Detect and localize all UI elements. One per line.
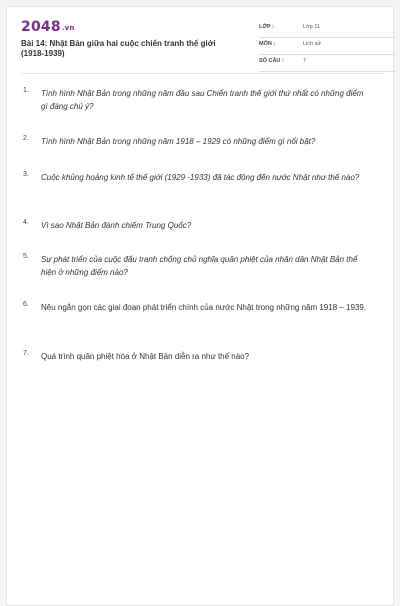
site-logo[interactable] — [21, 19, 75, 35]
worksheet-meta — [259, 21, 395, 72]
question-text: Nêu ngắn gọn các giai đoạn phát triển chính của nước Nhật trong những năm 1918 – 1939. — [41, 303, 367, 312]
question-number: 5. — [23, 253, 29, 260]
lesson-title: Bài 14: Nhật Bản giữa hai cuộc chiến tranh thế giới (1918-1939) — [21, 39, 216, 58]
question-number: 3. — [23, 171, 29, 178]
question-text: Sự phát triển của cuộc đấu tranh chống chủ nghĩa quân phiệt của nhân dân Nhật Bản thể hiện ở những điểm nào? — [41, 255, 358, 277]
question-number: 6. — [23, 301, 29, 308]
question-count-label: SỐ CÂU : — [259, 58, 284, 64]
worksheet — [6, 6, 394, 606]
meta-row-count — [259, 55, 395, 72]
question-text: Tình hình Nhật Bản trong những năm đầu sau Chiến tranh thế giới thứ nhất có những điểm gì đáng chú ý? — [41, 89, 364, 111]
class-label: LỚP : — [259, 24, 274, 30]
question-number: 4. — [23, 219, 29, 226]
question-number: 1. — [23, 87, 29, 94]
question-text: Tình hình Nhật Bản trong những năm 1918 – 1929 có những điểm gì nổi bật? — [41, 137, 316, 146]
meta-row-class — [259, 21, 395, 38]
question-count-value: 7 — [303, 58, 307, 64]
worksheet-header — [21, 17, 387, 69]
question-text: Vì sao Nhật Bản đánh chiếm Trung Quốc? — [41, 221, 192, 230]
question-number: 2. — [23, 135, 29, 142]
logo-main: 2048 — [21, 19, 61, 35]
subject-label: MÔN : — [259, 41, 276, 47]
logo-suffix: .vn — [61, 24, 75, 32]
class-value: Lớp 11 — [303, 24, 320, 30]
question-text: Cuộc khủng hoảng kinh tế thế giới (1929 -1933) đã tác động đến nước Nhật như thế nào? — [41, 173, 360, 182]
header-divider — [21, 73, 385, 74]
meta-row-subject — [259, 38, 395, 55]
question-text: Quá trình quân phiệt hóa ở Nhật Bản diễn ra như thế nào? — [41, 352, 250, 361]
subject-value: Lịch sử — [303, 41, 322, 47]
question-number: 7. — [23, 350, 29, 357]
